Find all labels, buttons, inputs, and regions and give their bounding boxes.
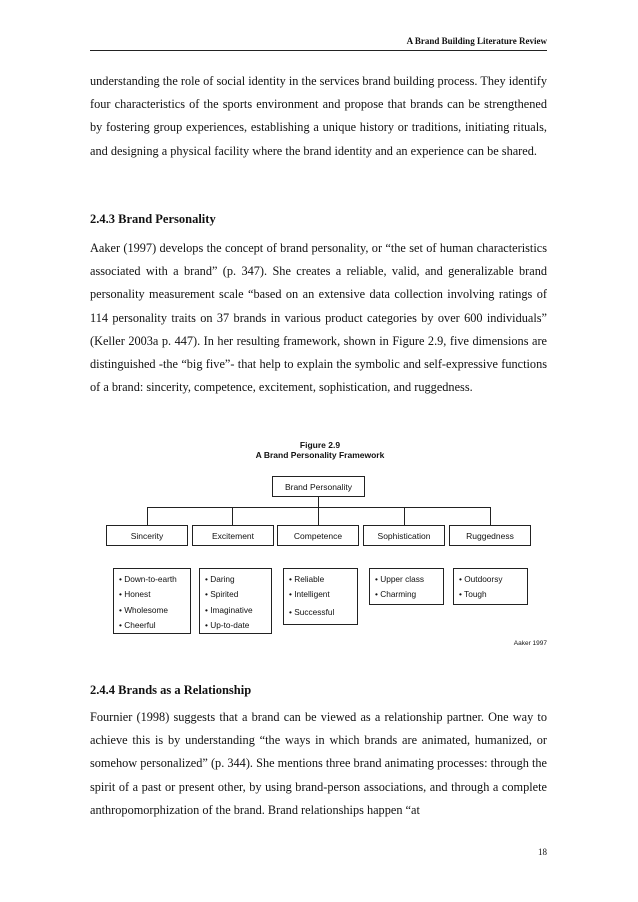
trait-item: • Successful xyxy=(289,606,335,617)
connector-root-down xyxy=(318,497,319,507)
trait-item: • Reliable xyxy=(289,574,325,584)
figure-credit: Aaker 1997 xyxy=(513,640,547,647)
connector-excitement xyxy=(232,507,233,525)
traits-box-sincerity xyxy=(113,568,191,634)
trait-item: • Down-to-earth xyxy=(119,574,177,584)
section-heading-brands-relationship: 2.4.4 Brands as a Relationship xyxy=(90,683,252,697)
brand-personality-paragraph: Aaker (1997) develops the concept of brand personality, or “the set of human characteristics associated with a brand” (p. 347). She creates a reliable, valid, and generalizable brand personality measurement scale “based on an extensive data collection involving ratings of 114 personality traits on 37 brands in various product categories by over 600 individuals” (Keller 2003a p. 447). In her resulting framework, shown in Figure 2.9, five dimensions are distinguished -the “big five”- that help to explain the symbolic and self-expressive functions of a brand: sincerity, competence, excitement, sophistication, and ruggedness. xyxy=(90,241,547,395)
connector-ruggedness xyxy=(490,507,491,525)
trait-item: • Tough xyxy=(459,589,487,600)
dimension-box-sophistication: Sophistication xyxy=(363,525,445,546)
trait-item: • Upper class xyxy=(375,574,425,584)
running-header: A Brand Building Literature Review xyxy=(406,36,547,46)
trait-item: • Daring xyxy=(205,574,235,584)
brands-relationship-paragraph: Fournier (1998) suggests that a brand can be viewed as a relationship partner. One way to achieve this is by understanding “the ways in which brands are animated, humanized, or somehow personalized” (p. 344). She mentions three brand animating processes: through the spirit of a past or present other, by using brand-person associations, and through a complete anthropomorphization of the brand. Brand relationships happen “at xyxy=(90,710,547,817)
connector-sophistication xyxy=(404,507,405,525)
trait-item: • Cheerful xyxy=(119,619,156,630)
traits-box-excitement xyxy=(199,568,272,634)
root-box-brand-personality: Brand Personality xyxy=(272,476,365,497)
dimension-box-excitement: Excitement xyxy=(192,525,274,546)
traits-box-ruggedness xyxy=(453,568,528,605)
trait-item: • Charming xyxy=(375,589,417,600)
trait-item: • Honest xyxy=(119,589,151,600)
page-number: 18 xyxy=(538,847,547,857)
traits-box-competence xyxy=(283,568,358,625)
trait-item: • Up-to-date xyxy=(205,619,250,630)
dimension-box-sincerity: Sincerity xyxy=(106,525,188,546)
intro-paragraph: understanding the role of social identity in the services brand building process. They identify four characteristics of the sports environment and propose that brands can be strengthened by fostering group experiences, establishing a unique history or traditions, initiating rituals, and designing a physical facility where the brand identity and an experience can be shared. xyxy=(90,74,547,158)
figure-title: A Brand Personality Framework xyxy=(255,450,385,460)
traits-box-sophistication xyxy=(369,568,444,605)
trait-item: • Spirited xyxy=(205,589,239,600)
dimension-box-ruggedness: Ruggedness xyxy=(449,525,531,546)
figure-number: Figure 2.9 xyxy=(299,440,341,450)
trait-item: • Imaginative xyxy=(205,604,253,615)
trait-item: • Outdoorsy xyxy=(459,574,503,584)
section-heading-brand-personality: 2.4.3 Brand Personality xyxy=(90,212,216,226)
dimension-box-competence: Competence xyxy=(277,525,359,546)
trait-item: • Wholesome xyxy=(119,604,169,615)
connector-sincerity xyxy=(147,507,148,525)
trait-item: • Intelligent xyxy=(289,589,330,600)
header-rule xyxy=(90,50,547,51)
connector-competence xyxy=(318,507,319,525)
